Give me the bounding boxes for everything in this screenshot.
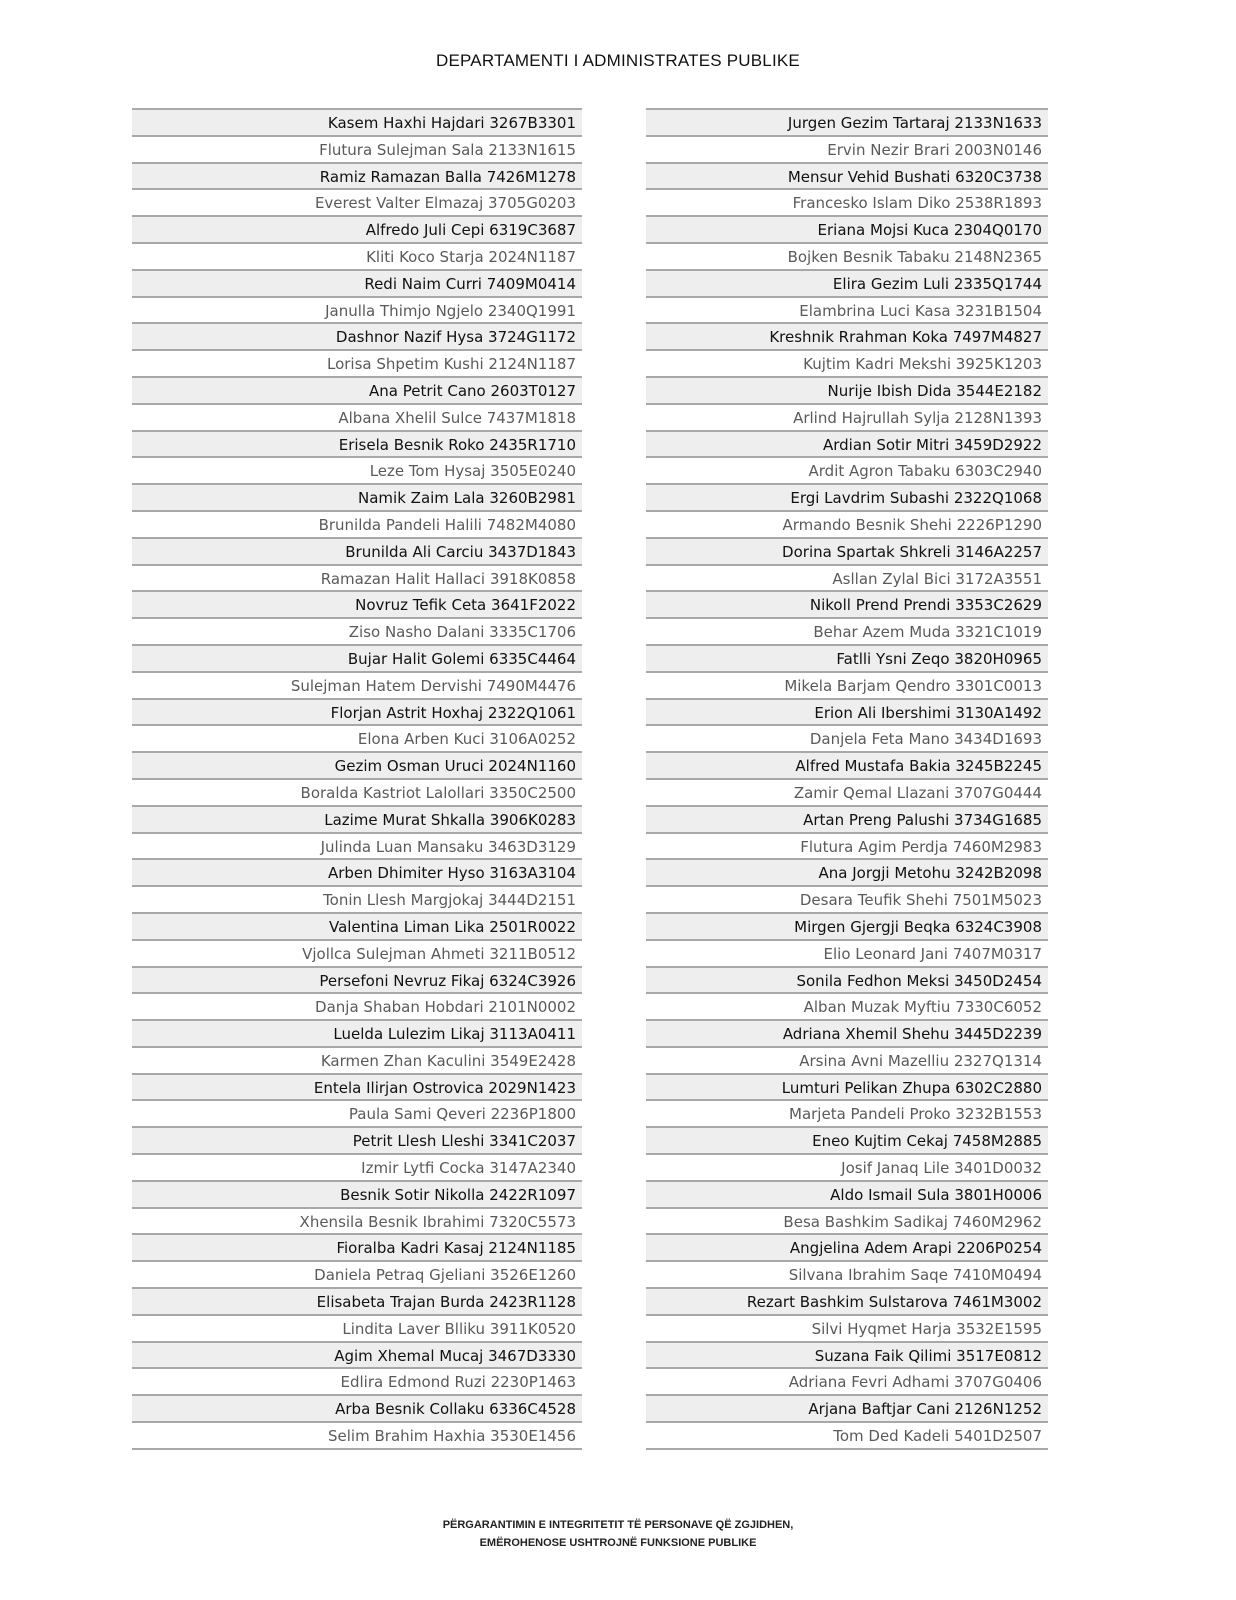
list-item: Zamir Qemal Llazani 3707G0444	[646, 780, 1048, 807]
list-item: Alban Muzak Myftiu 7330C6052	[646, 994, 1048, 1021]
list-item: Brunilda Pandeli Halili 7482M4080	[132, 512, 582, 539]
list-item: Erisela Besnik Roko 2435R1710	[132, 432, 582, 459]
list-item: Daniela Petraq Gjeliani 3526E1260	[132, 1262, 582, 1289]
list-item: Mensur Vehid Bushati 6320C3738	[646, 164, 1048, 191]
list-item: Janulla Thimjo Ngjelo 2340Q1991	[132, 298, 582, 325]
list-item: Namik Zaim Lala 3260B2981	[132, 485, 582, 512]
footer-line-1: PËRGARANTIMIN E INTEGRITETIT TË PERSONAVE QË ZGJIDHEN,	[442, 1519, 794, 1531]
list-item: Bojken Besnik Tabaku 2148N2365	[646, 244, 1048, 271]
list-item: Julinda Luan Mansaku 3463D3129	[132, 834, 582, 861]
list-item: Lindita Laver Blliku 3911K0520	[132, 1316, 582, 1343]
list-item: Adriana Xhemil Shehu 3445D2239	[646, 1021, 1048, 1048]
list-item: Ana Petrit Cano 2603T0127	[132, 378, 582, 405]
list-item: Dorina Spartak Shkreli 3146A2257	[646, 539, 1048, 566]
list-item: Persefoni Nevruz Fikaj 6324C3926	[132, 968, 582, 995]
list-item: Paula Sami Qeveri 2236P1800	[132, 1101, 582, 1128]
list-item: Alfred Mustafa Bakia 3245B2245	[646, 753, 1048, 780]
list-item: Edlira Edmond Ruzi 2230P1463	[132, 1369, 582, 1396]
list-item: Lumturi Pelikan Zhupa 6302C2880	[646, 1075, 1048, 1102]
list-item: Francesko Islam Diko 2538R1893	[646, 190, 1048, 217]
list-item: Erion Ali Ibershimi 3130A1492	[646, 700, 1048, 727]
list-item: Asllan Zylal Bici 3172A3551	[646, 566, 1048, 593]
list-item: Petrit Llesh Lleshi 3341C2037	[132, 1128, 582, 1155]
list-item: Alfredo Juli Cepi 6319C3687	[132, 217, 582, 244]
list-item: Kujtim Kadri Mekshi 3925K1203	[646, 351, 1048, 378]
list-item: Fatlli Ysni Zeqo 3820H0965	[646, 646, 1048, 673]
list-item: Flutura Sulejman Sala 2133N1615	[132, 137, 582, 164]
list-item: Fioralba Kadri Kasaj 2124N1185	[132, 1235, 582, 1262]
list-item: Kliti Koco Starja 2024N1187	[132, 244, 582, 271]
list-item: Armando Besnik Shehi 2226P1290	[646, 512, 1048, 539]
list-item: Besa Bashkim Sadikaj 7460M2962	[646, 1209, 1048, 1236]
list-item: Elambrina Luci Kasa 3231B1504	[646, 298, 1048, 325]
list-item: Behar Azem Muda 3321C1019	[646, 619, 1048, 646]
list-item: Sonila Fedhon Meksi 3450D2454	[646, 968, 1048, 995]
list-item: Elira Gezim Luli 2335Q1744	[646, 271, 1048, 298]
list-item: Josif Janaq Lile 3401D0032	[646, 1155, 1048, 1182]
list-item: Ervin Nezir Brari 2003N0146	[646, 137, 1048, 164]
list-item: Nikoll Prend Prendi 3353C2629	[646, 592, 1048, 619]
list-item: Suzana Faik Qilimi 3517E0812	[646, 1343, 1048, 1370]
list-item: Selim Brahim Haxhia 3530E1456	[132, 1423, 582, 1450]
list-item: Eriana Mojsi Kuca 2304Q0170	[646, 217, 1048, 244]
list-item: Kreshnik Rrahman Koka 7497M4827	[646, 324, 1048, 351]
list-item: Ramiz Ramazan Balla 7426M1278	[132, 164, 582, 191]
list-item: Valentina Liman Lika 2501R0022	[132, 914, 582, 941]
list-item: Rezart Bashkim Sulstarova 7461M3002	[646, 1289, 1048, 1316]
list-item: Leze Tom Hysaj 3505E0240	[132, 458, 582, 485]
list-item: Aldo Ismail Sula 3801H0006	[646, 1182, 1048, 1209]
list-item: Kasem Haxhi Hajdari 3267B3301	[132, 110, 582, 137]
list-item: Elio Leonard Jani 7407M0317	[646, 941, 1048, 968]
list-item: Novruz Tefik Ceta 3641F2022	[132, 592, 582, 619]
list-item: Ardit Agron Tabaku 6303C2940	[646, 458, 1048, 485]
list-item: Mirgen Gjergji Beqka 6324C3908	[646, 914, 1048, 941]
list-item: Adriana Fevri Adhami 3707G0406	[646, 1369, 1048, 1396]
list-item: Entela Ilirjan Ostrovica 2029N1423	[132, 1075, 582, 1102]
list-item: Lazime Murat Shkalla 3906K0283	[132, 807, 582, 834]
list-item: Marjeta Pandeli Proko 3232B1553	[646, 1101, 1048, 1128]
list-item: Gezim Osman Uruci 2024N1160	[132, 753, 582, 780]
list-item: Arba Besnik Collaku 6336C4528	[132, 1396, 582, 1423]
list-item: Everest Valter Elmazaj 3705G0203	[132, 190, 582, 217]
list-item: Ana Jorgji Metohu 3242B2098	[646, 860, 1048, 887]
list-item: Danja Shaban Hobdari 2101N0002	[132, 994, 582, 1021]
list-item: Ramazan Halit Hallaci 3918K0858	[132, 566, 582, 593]
list-item: Bujar Halit Golemi 6335C4464	[132, 646, 582, 673]
list-item: Nurije Ibish Dida 3544E2182	[646, 378, 1048, 405]
list-item: Lorisa Shpetim Kushi 2124N1187	[132, 351, 582, 378]
list-item: Flutura Agim Perdja 7460M2983	[646, 834, 1048, 861]
list-item: Karmen Zhan Kaculini 3549E2428	[132, 1048, 582, 1075]
left-name-list	[132, 108, 582, 1450]
list-item: Tom Ded Kadeli 5401D2507	[646, 1423, 1048, 1450]
list-item: Artan Preng Palushi 3734G1685	[646, 807, 1048, 834]
list-item: Silvi Hyqmet Harja 3532E1595	[646, 1316, 1048, 1343]
footer-line-2: EMËROHENOSE USHTROJNË FUNKSIONE PUBLIKE	[479, 1537, 757, 1549]
list-item: Boralda Kastriot Lalollari 3350C2500	[132, 780, 582, 807]
list-item: Arben Dhimiter Hyso 3163A3104	[132, 860, 582, 887]
list-item: Xhensila Besnik Ibrahimi 7320C5573	[132, 1209, 582, 1236]
list-item: Vjollca Sulejman Ahmeti 3211B0512	[132, 941, 582, 968]
list-item: Besnik Sotir Nikolla 2422R1097	[132, 1182, 582, 1209]
list-item: Silvana Ibrahim Saqe 7410M0494	[646, 1262, 1048, 1289]
footer	[0, 1516, 1236, 1552]
list-item: Ergi Lavdrim Subashi 2322Q1068	[646, 485, 1048, 512]
page-title: DEPARTAMENTI I ADMINISTRATES PUBLIKE	[436, 51, 800, 70]
right-name-list	[646, 108, 1048, 1450]
list-item: Arsina Avni Mazelliu 2327Q1314	[646, 1048, 1048, 1075]
list-item: Mikela Barjam Qendro 3301C0013	[646, 673, 1048, 700]
list-item: Albana Xhelil Sulce 7437M1818	[132, 405, 582, 432]
list-item: Arjana Baftjar Cani 2126N1252	[646, 1396, 1048, 1423]
list-item: Jurgen Gezim Tartaraj 2133N1633	[646, 110, 1048, 137]
list-item: Agim Xhemal Mucaj 3467D3330	[132, 1343, 582, 1370]
list-item: Florjan Astrit Hoxhaj 2322Q1061	[132, 700, 582, 727]
list-item: Izmir Lytfi Cocka 3147A2340	[132, 1155, 582, 1182]
list-item: Desara Teufik Shehi 7501M5023	[646, 887, 1048, 914]
list-item: Redi Naim Curri 7409M0414	[132, 271, 582, 298]
list-item: Elisabeta Trajan Burda 2423R1128	[132, 1289, 582, 1316]
list-item: Arlind Hajrullah Sylja 2128N1393	[646, 405, 1048, 432]
list-item: Dashnor Nazif Hysa 3724G1172	[132, 324, 582, 351]
list-item: Brunilda Ali Carciu 3437D1843	[132, 539, 582, 566]
list-item: Tonin Llesh Margjokaj 3444D2151	[132, 887, 582, 914]
list-item: Sulejman Hatem Dervishi 7490M4476	[132, 673, 582, 700]
list-item: Danjela Feta Mano 3434D1693	[646, 726, 1048, 753]
list-item: Luelda Lulezim Likaj 3113A0411	[132, 1021, 582, 1048]
list-item: Ziso Nasho Dalani 3335C1706	[132, 619, 582, 646]
list-item: Elona Arben Kuci 3106A0252	[132, 726, 582, 753]
list-item: Eneo Kujtim Cekaj 7458M2885	[646, 1128, 1048, 1155]
list-item: Angjelina Adem Arapi 2206P0254	[646, 1235, 1048, 1262]
list-item: Ardian Sotir Mitri 3459D2922	[646, 432, 1048, 459]
